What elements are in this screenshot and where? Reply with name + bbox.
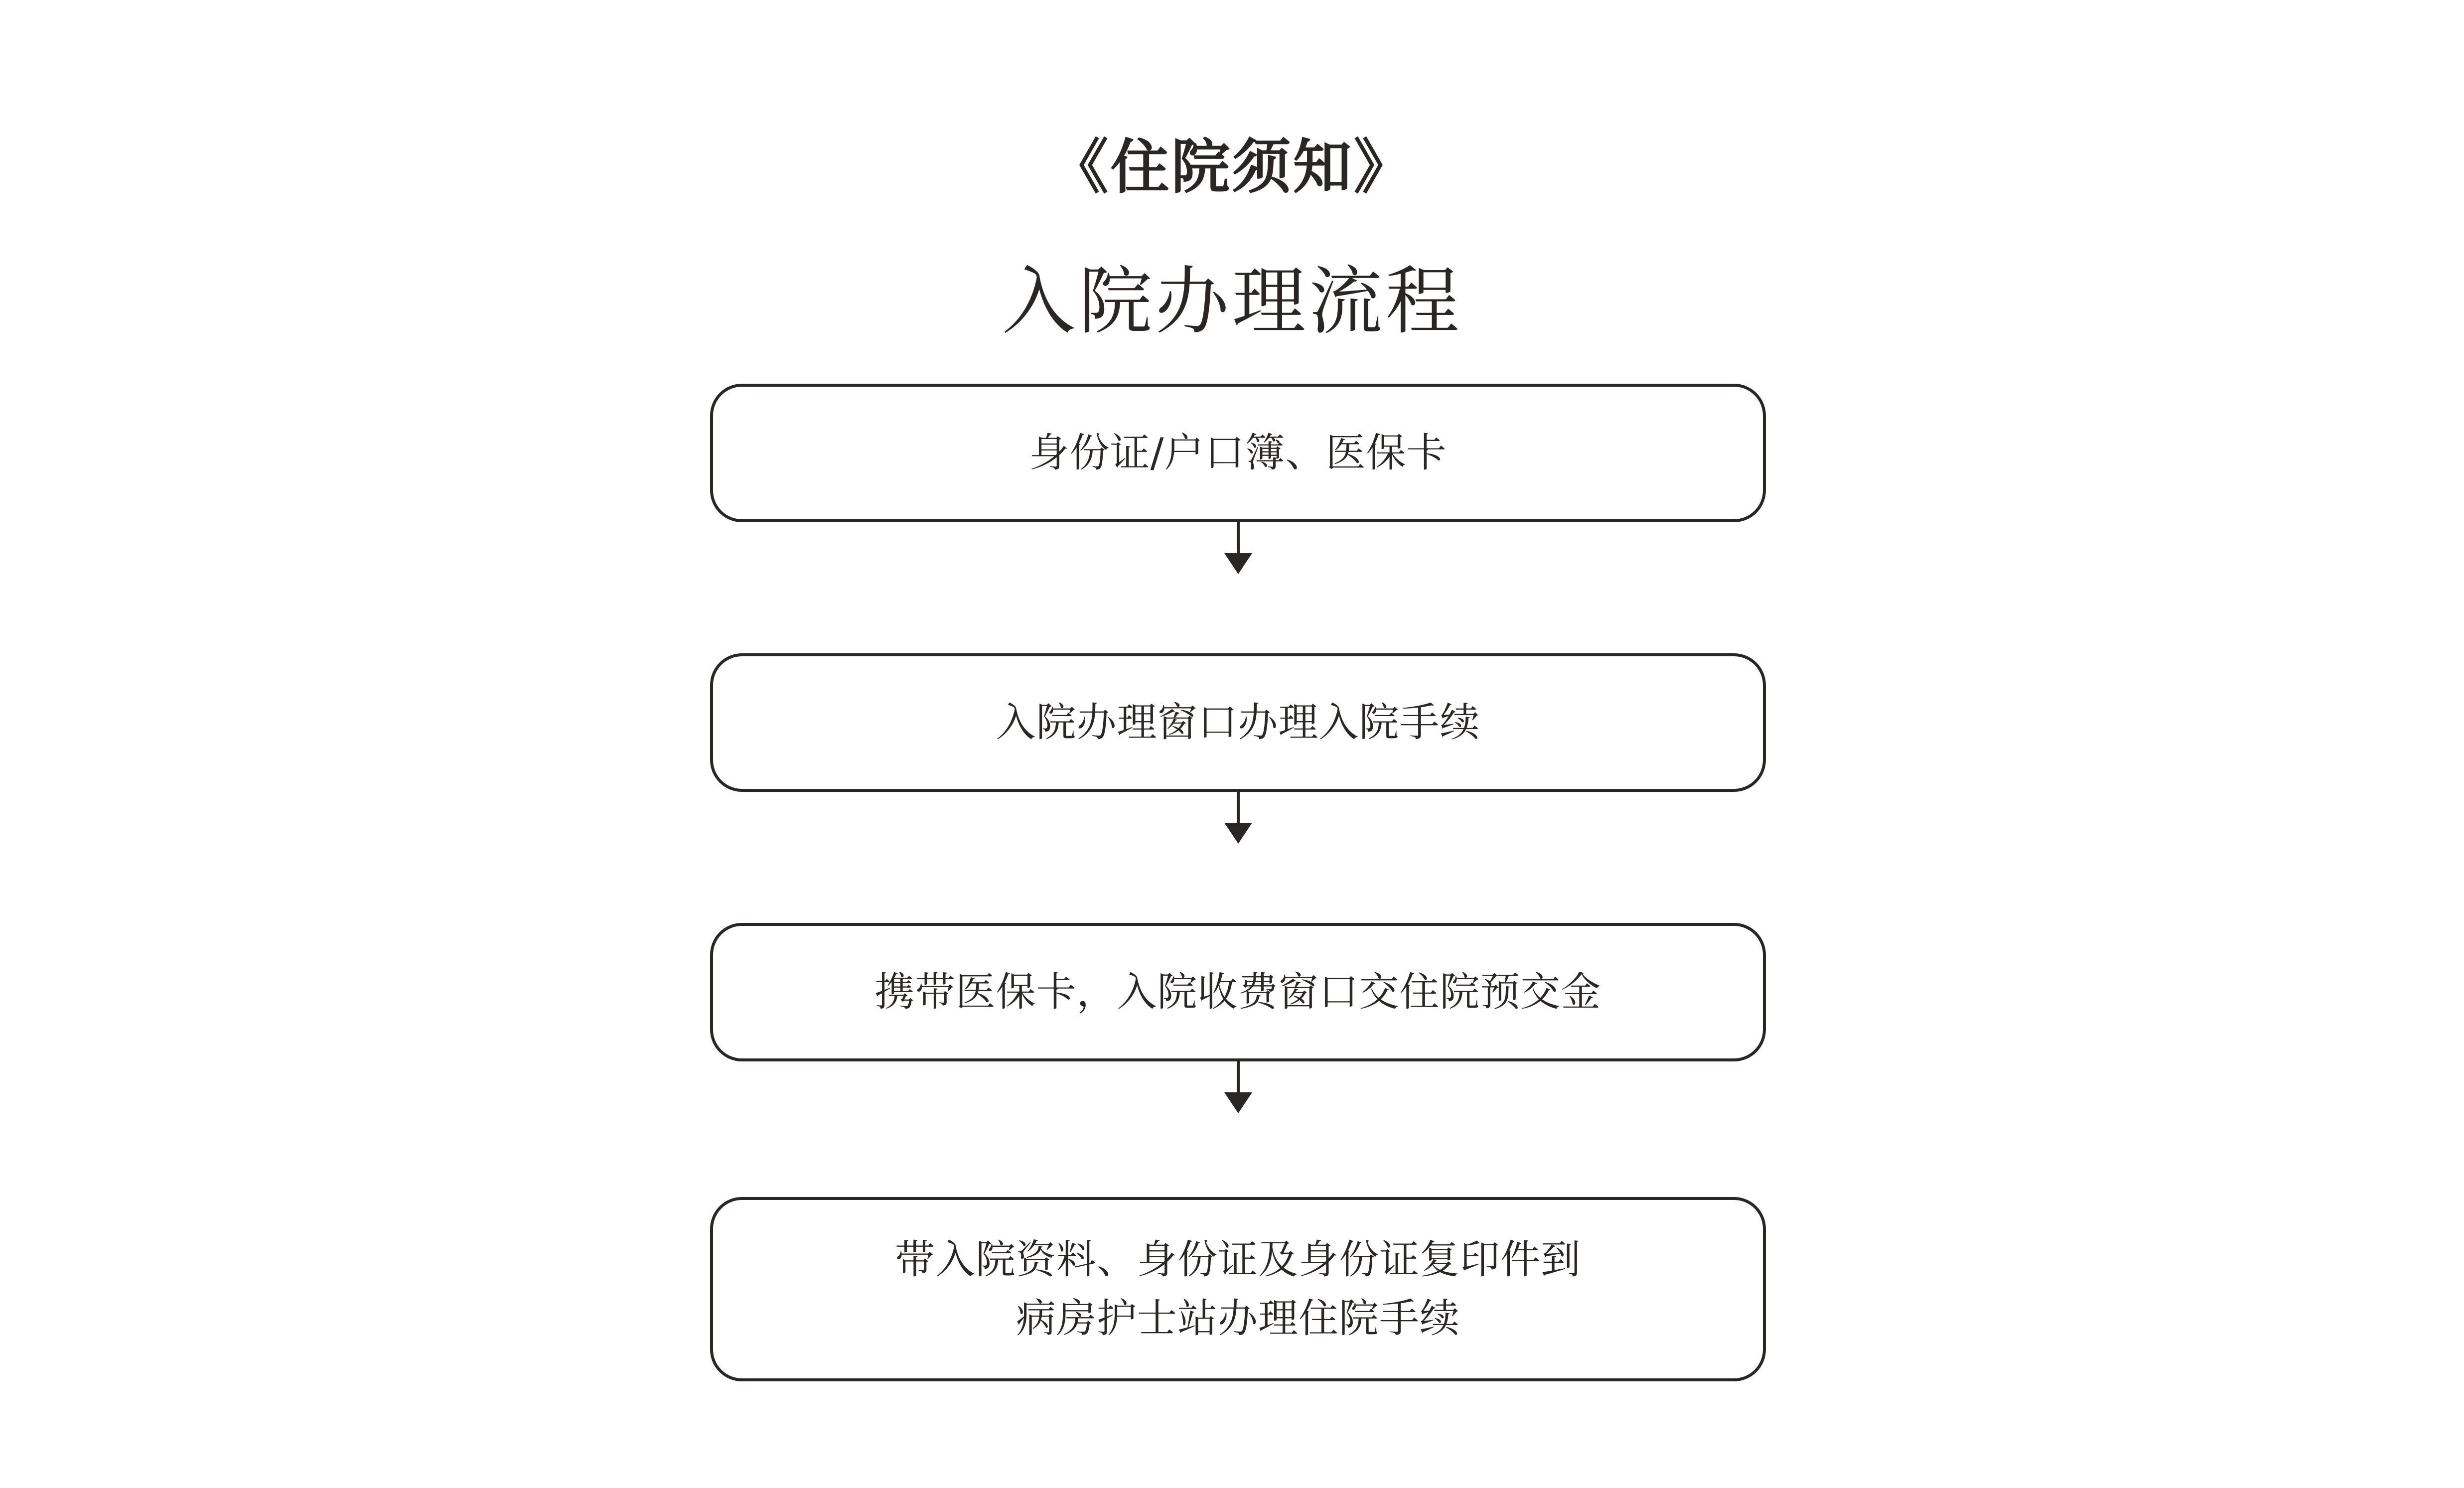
- step-2-text: 入院办理窗口办理入院手续: [996, 699, 1480, 745]
- step-1-text: 身份证/户口簿、医保卡: [1029, 430, 1447, 476]
- step-box-4: [710, 1197, 1766, 1381]
- document-title: 《住院须知》: [1049, 133, 1415, 201]
- flow-heading: 入院办理流程: [1002, 259, 1462, 344]
- step-3-text: 携带医保卡，入院收费窗口交住院预交金: [874, 969, 1601, 1015]
- down-arrow-icon: [1224, 792, 1252, 844]
- down-arrow-icon: [1224, 522, 1252, 574]
- step-box-2: [710, 653, 1766, 792]
- step-box-1: [710, 384, 1766, 522]
- down-arrow-icon: [1224, 1061, 1252, 1113]
- step-4-text-line-1: 带入院资料、身份证及身份证复印件到: [895, 1236, 1581, 1283]
- step-4-text-line-2: 病房护士站办理住院手续: [1016, 1295, 1460, 1341]
- step-box-3: [710, 923, 1766, 1061]
